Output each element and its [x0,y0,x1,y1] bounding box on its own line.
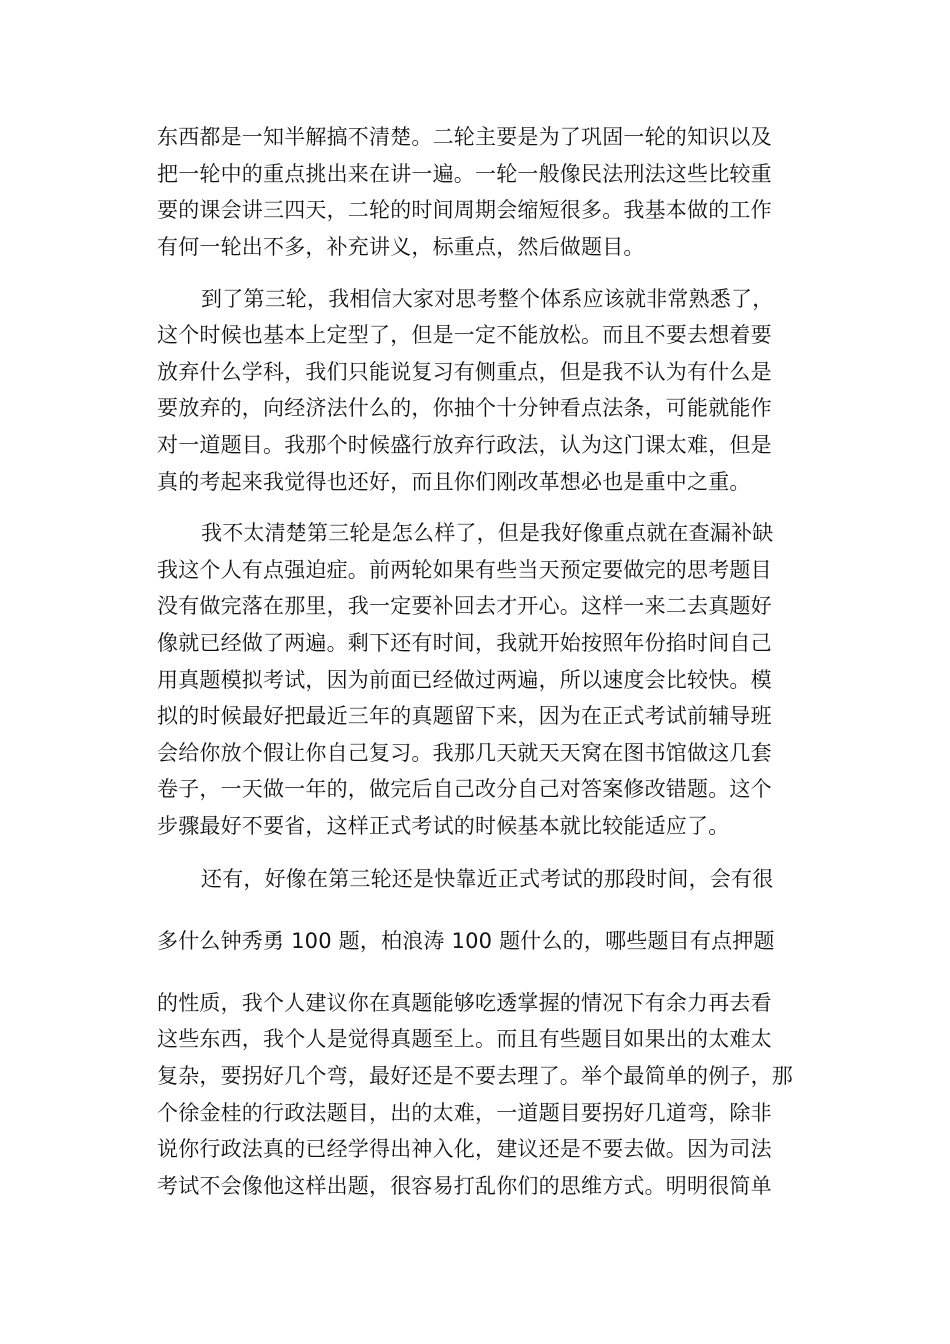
text-line: 我这个人有点强迫症。前两轮如果有些当天预定要做完的思考题目 [157,558,772,582]
text-line: 真的考起来我觉得也还好，而且你们刚改革想必也是重中之重。 [157,470,751,494]
text-line: 步骤最好不要省，这样正式考试的时候基本就比较能适应了。 [157,814,730,838]
text-line: 这个时候也基本上定型了，但是一定不能放松。而且不要去想着要 [157,323,772,347]
text-line: 拟的时候最好把最近三年的真题留下来，因为在正式考试前辅导班 [157,704,772,728]
text-line: 说你行政法真的已经学得出神入化，建议还是不要去做。因为司法 [157,1137,772,1161]
text-line: 放弃什么学科，我们只能说复习有侧重点，但是我不认为有什么是 [157,360,772,384]
paragraph-first-line: 到了第三轮，我相信大家对思考整个体系应该就非常熟悉了， [201,287,774,311]
text-line: 用真题模拟考试，因为前面已经做过两遍，所以速度会比较快。模 [157,668,772,692]
text-line: 把一轮中的重点挑出来在讲一遍。一轮一般像民法刑法这些比较重 [157,162,772,186]
text-line: 多什么钟秀勇 100 题，柏浪涛 100 题什么的，哪些题目有点押题 [157,929,775,953]
text-line: 考试不会像他这样出题，很容易打乱你们的思维方式。明明很简单 [157,1174,772,1198]
text-line: 卷子，一天做一年的，做完后自己改分自己对答案修改错题。这个 [157,777,772,801]
text-line: 复杂，要拐好几个弯，最好还是不要去理了。举个最简单的例子，那 [157,1064,793,1088]
paragraph-first-line: 我不太清楚第三轮是怎么样了，但是我好像重点就在查漏补缺 [201,521,774,545]
text-line: 对一道题目。我那个时候盛行放弃行政法，认为这门课太难，但是 [157,433,772,457]
text-line: 没有做完落在那里，我一定要补回去才开心。这样一来二去真题好 [157,594,772,618]
text-line: 这些东西，我个人是觉得真题至上。而且有些题目如果出的太难太 [157,1027,772,1051]
text-line: 会给你放个假让你自己复习。我那几天就天天窝在图书馆做这几套 [157,741,772,765]
text-line: 个徐金桂的行政法题目，出的太难，一道题目要拐好几道弯，除非 [157,1101,772,1125]
text-line: 要放弃的，向经济法什么的，你抽个十分钟看点法条，可能就能作 [157,396,772,420]
text-line: 要的课会讲三四天，二轮的时间周期会缩短很多。我基本做的工作 [157,198,772,222]
paragraph-first-line: 还有，好像在第三轮还是快靠近正式考试的那段时间，会有很 [201,867,774,891]
text-line: 的性质，我个人建议你在真题能够吃透掌握的情况下有余力再去看 [157,991,772,1015]
text-line: 像就已经做了两遍。剩下还有时间，我就开始按照年份掐时间自己 [157,631,772,655]
text-line: 东西都是一知半解搞不清楚。二轮主要是为了巩固一轮的知识以及 [157,125,772,149]
text-line: 有何一轮出不多，补充讲义，标重点，然后做题目。 [157,235,645,259]
